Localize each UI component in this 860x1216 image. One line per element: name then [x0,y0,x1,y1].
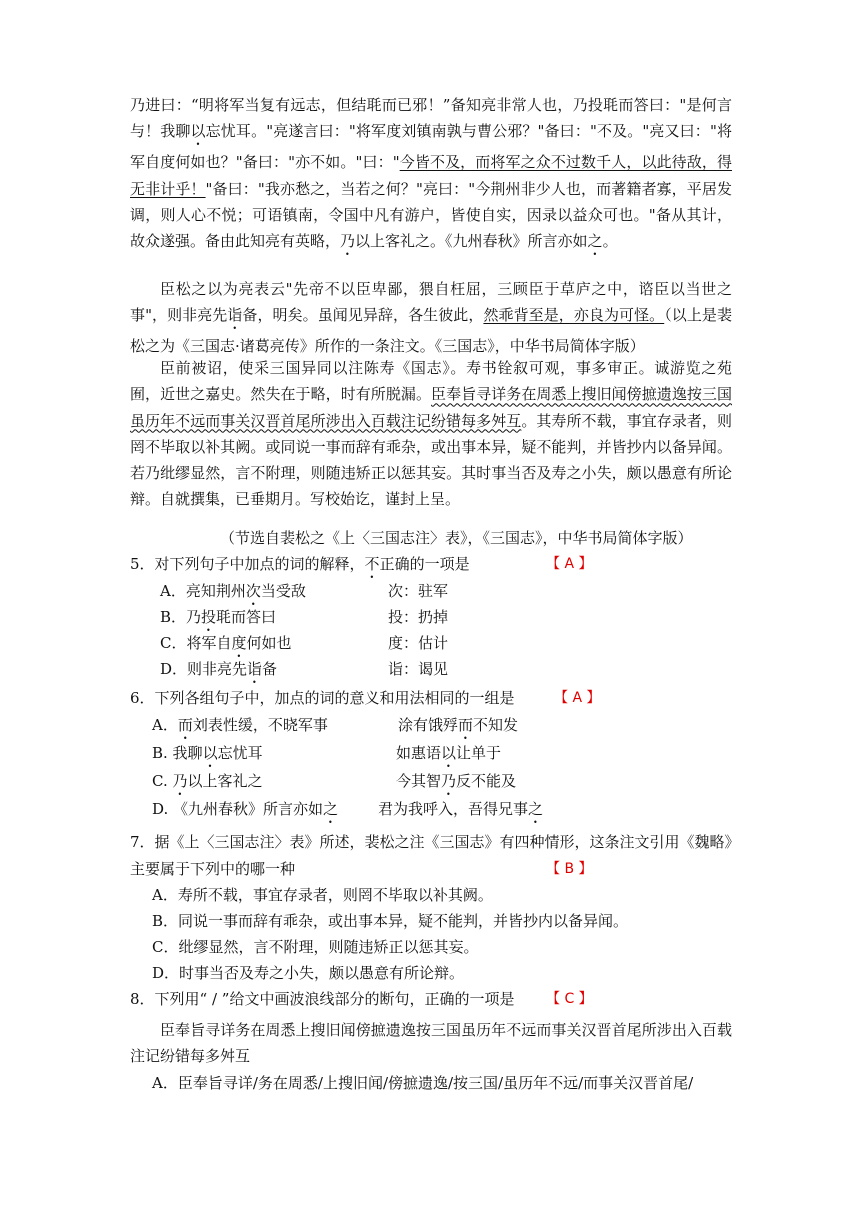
question-6-option-c-right: 今其智乃反不能及 [396,772,517,790]
dotted-word: 诣 [247,660,263,678]
question-5-option-b: B．乃投毦而答曰 [160,608,277,626]
passage-text: 乃进曰：“明将军当复有远志，但结毦而已邪！”备知亮非常人也，乃投毦而答曰："是何言与！我聊 [130,96,732,141]
question-7-option-b: B．同说一事而辞有乖杂，或出事本异，疑不能判，并皆抄内以备异闻。 [152,912,629,930]
question-8-stem: 8．下列用“ / ”给文中画波浪线部分的断句，正确的一项是 [130,990,515,1008]
question-5-option-a: A．亮知荆州次当受敌 [160,582,306,600]
dotted-word: 不 [364,555,380,573]
question-6-stem: 6．下列各组句子中，加点的词的意义和用法相同的一组是 [130,689,515,707]
question-7-option-d: D．时事当否及寿之小失，颇以愚意有所论辩。 [152,964,465,982]
question-6-answer: 【 A 】 [554,690,601,706]
source-citation: （节选自裴松之《上〈三国志注〉表》，《三国志》，中华书局简体字版） [220,529,693,547]
passage-text: 。 [602,232,618,251]
question-6-option-b-right: 如惠语以让单于 [396,744,502,762]
passage-text: "备曰："我亦愁之，当若之何？"亮曰："今荆州非少人也，而著籍者寡，平居发调，则人心不悦；可语镇南，令国中凡有游户，皆使自实，因录以益众可也。"备从其计，故众遂强。备由此知亮有英略， [130,179,732,251]
dotted-word: 而 [458,716,474,734]
question-6-option-d-left: D. 《九州春秋》所言亦如之 [152,800,339,818]
wavy-underlined-text: 臣奉旨寻详务在周悉上搜旧闻傍摭遗逸按三国虽历年不远而事关汉晋首尾所涉出入百载注记纷错每多舛互 [130,385,732,430]
question-7-stem-line-1: 7．据《上〈三国志注〉表》所述，裴松之注《三国志》有四种情形，这条注文引用《魏略》 [130,833,740,851]
question-6-option-a-left: A．而刘表性缓，不晓军事 [152,716,328,734]
question-8-answer: 【 C 】 [546,991,593,1007]
dotted-word: 乃 [340,232,356,251]
passage-text: 以上客礼之。《九州春秋》所言亦如 [355,232,588,251]
question-7-stem-line-2: 主要属于下列中的哪一种 [130,860,296,878]
question-5-answer: 【 A 】 [546,556,593,572]
passage-text: 臣前被诏，使采三国异同以注陈寿《国志》。寿书铨叙可观，事多审正。诚游览之苑囿，近世之嘉史。然失在于略，时有所脱漏。 [130,359,732,404]
question-5-gloss-d: 诣：谒见 [388,660,449,678]
question-7-answer: 【 B 】 [546,861,593,877]
question-5-option-d: D．则非亮先诣备 [160,660,278,678]
passage-text: 臣松之以为亮表云"先帝不以臣卑鄙，猥自枉屈，三顾臣于草庐之中，谘臣以当世之事"，则非亮先 [130,280,732,325]
underlined-sentence: 然乖背至是，亦良为可怪。 [483,306,665,325]
passage-paragraph-3 [130,355,732,513]
question-8-option-a: A．臣奉旨寻详/务在周悉/上搜旧闻/傍摭遗逸/按三国/虽历年不远/而事关汉晋首尾/ [152,1074,694,1092]
question-5-stem: 5．对下列句子中加点的词的解释，不正确的一项是 [130,555,470,573]
question-8-text: 臣奉旨寻详务在周悉上搜旧闻傍摭遗逸按三国虽历年不远而事关汉晋首尾所涉出入百载注记纷错每多舛互 [130,1021,732,1065]
dotted-word: 诣 [227,306,243,325]
question-5-gloss-c: 度：估计 [388,634,449,652]
passage-text: 。其寿所不载，事宜存录者，则罔不毕取以补其阙。或同说一事而辞有乖杂，或出事本异，疑不能判，并皆抄内以备异闻。若乃纰缪显然，言不附理，则随违矫正以惩其妄。其时事当否及寿之小失，颇以愚意有所论辩。自就撰集，已垂期月。写校始讫，谨封上呈。 [130,411,732,509]
dotted-word: 之 [587,232,603,251]
dotted-word: 乃 [441,772,457,790]
question-7-option-a: A．寿所不载，事宜存录者，则罔不毕取以补其阙。 [152,886,493,904]
question-6-option-a-right: 涂有饿殍而不知发 [398,716,519,734]
question-5-gloss-a: 次：驻军 [388,582,449,600]
dotted-word: 次 [245,582,261,600]
dotted-word: 乃 [172,772,188,790]
dotted-word: 以 [190,122,206,141]
question-5-gloss-b: 投：扔掉 [388,608,449,626]
passage-text: 备，明矣。虽闻见异辞，各生彼此， [242,306,484,325]
passage-text: （以上是裴松之为《三国志·诸葛亮传》所作的一条注文。《三国志》，中华书局简体字版） [130,306,732,356]
dotted-word: 而 [177,716,193,734]
question-5-option-c: C．将军自度何如也 [160,634,292,652]
dotted-word: 以 [441,744,457,762]
question-6-option-c-left: C. 乃以上客礼之 [152,772,263,790]
question-6-option-d-right: 君为我呼入，吾得兄事之 [378,800,544,818]
dotted-word: 之 [528,800,544,818]
passage-paragraph-1 [130,92,732,259]
underlined-sentence: 今皆不及，而将军之众不过数千人，以此待敌，得无非计乎！ [130,153,732,198]
dotted-word: 以 [202,744,218,762]
dotted-word: 投 [201,608,217,626]
passage-paragraph-2 [130,276,732,360]
dotted-word: 之 [323,800,339,818]
passage-text: 忘忧耳。"亮遂言曰："将军度刘镇南孰与曹公邪？"备曰："不及。"亮又曰："将军自度何如也？"备曰："亦不如。"曰：" [130,122,732,172]
dotted-word: 度 [231,634,247,652]
question-6-option-b-left: B. 我聊以忘忧耳 [152,744,263,762]
question-7-option-c: C．纰缪显然，言不附理，则随违矫正以惩其妄。 [152,938,479,956]
